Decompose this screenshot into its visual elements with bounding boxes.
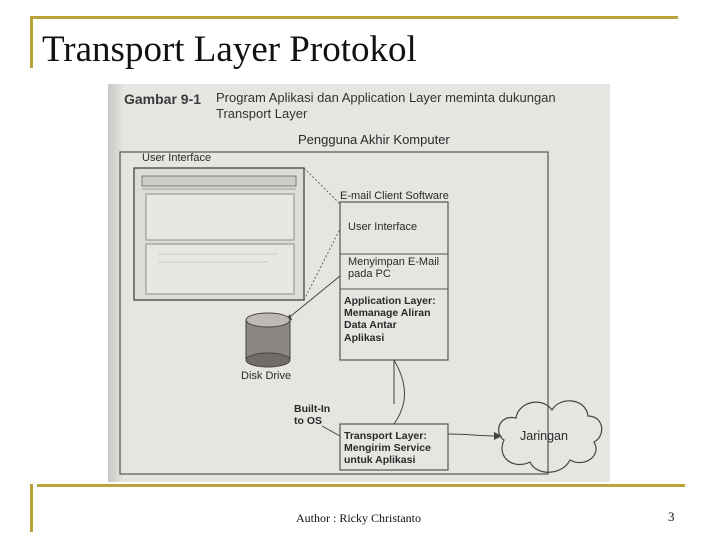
disk-drive-icon xyxy=(246,313,290,367)
disk-drive-label: Disk Drive xyxy=(241,370,292,382)
email-client-label: E-mail Client Software xyxy=(340,190,449,202)
network-label: Jaringan xyxy=(520,429,568,443)
figure-caption-line1: Program Aplikasi dan Application Layer meminta dukungan xyxy=(216,90,556,105)
builtin-line1: Built-In xyxy=(294,403,331,415)
app-layer-line3: Data Antar xyxy=(344,319,397,331)
screen-user-interface-label: User Interface xyxy=(142,152,212,164)
transport-line2: Mengirim Service xyxy=(344,442,431,454)
app-layer-line1: Application Layer: xyxy=(344,295,436,307)
footer-left-rule xyxy=(30,484,33,532)
end-user-label: Pengguna Akhir Komputer xyxy=(298,132,450,147)
footer-author: Author : Ricky Christanto xyxy=(296,511,421,525)
user-interface-label: User Interface xyxy=(348,221,418,233)
transport-line3: untuk Aplikasi xyxy=(344,454,416,466)
slide-title: Transport Layer Protokol xyxy=(42,29,417,70)
page-number: 3 xyxy=(668,509,675,524)
scanned-figure xyxy=(108,84,610,482)
transport-line1: Transport Layer: xyxy=(344,430,427,442)
screen-pane-bottom xyxy=(146,244,294,294)
figure-caption-line2: Transport Layer xyxy=(216,106,308,121)
figure-number: Gambar 9-1 xyxy=(124,91,202,107)
store-email-line2: pada PC xyxy=(348,268,391,280)
app-layer-line2: Memanage Aliran xyxy=(344,307,431,319)
title-frame-left-rule xyxy=(30,16,33,68)
store-email-line1: Menyimpan E-Mail xyxy=(348,256,440,268)
builtin-line2: to OS xyxy=(294,415,322,427)
app-layer-line4: Aplikasi xyxy=(344,332,385,344)
screen-pane-top xyxy=(146,194,294,240)
title-frame-top-rule xyxy=(30,16,678,19)
screen-toolbar xyxy=(142,176,296,186)
footer-rule xyxy=(37,484,685,487)
